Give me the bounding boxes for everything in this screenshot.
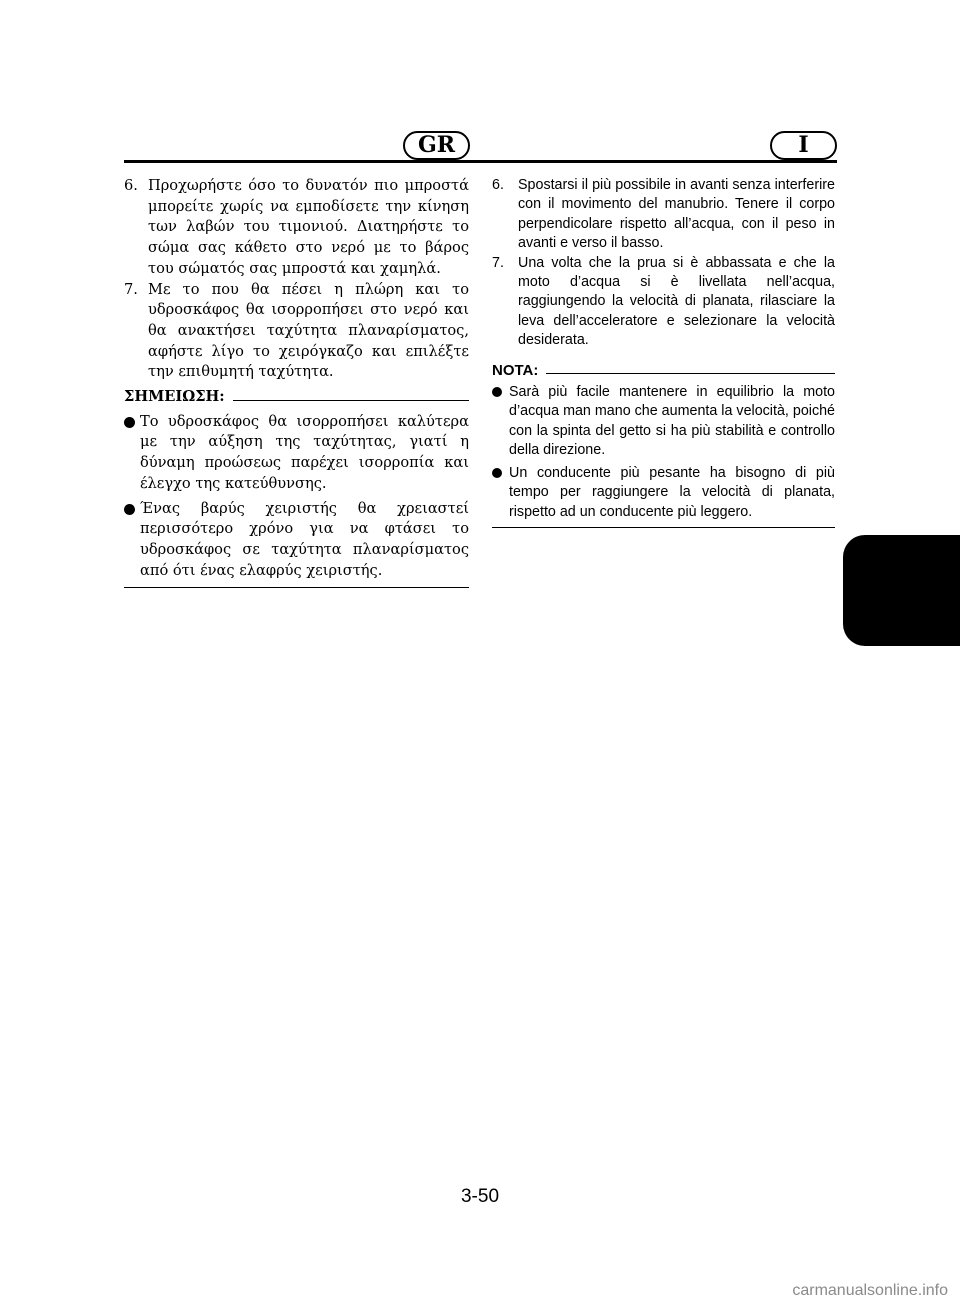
- step-number: 7.: [124, 280, 138, 298]
- note-text: Sarà più facile mantenere in equilibrio la moto d’acqua man mano che aumenta la velocità, poiché con la spinta del getto si ha più stabilità e controllo della direzione.: [509, 384, 835, 459]
- bullet-icon: [492, 387, 502, 397]
- note-rule: [546, 373, 835, 374]
- header-rule: [124, 160, 837, 163]
- italian-note-heading: [492, 361, 835, 380]
- greek-note-bullet: [124, 412, 469, 495]
- step-number: 6.: [124, 177, 138, 194]
- italian-column: [492, 176, 835, 528]
- bullet-icon: [124, 417, 135, 428]
- italian-step-7: [492, 254, 835, 351]
- italian-note-bullet: [492, 383, 835, 461]
- note-text: Το υδροσκάφος θα ισορροπήσει καλύτερα με την αύξηση της ταχύτητας, γιατί η δύναμη προώσεως παρέχει ισορροπία και έλεγχο της κατεύθυνσης.: [140, 412, 469, 492]
- note-text: Un conducente più pesante ha bisogno di più tempo per raggiungere la velocità di planata, rispetto ad un conducente più leggero.: [509, 464, 835, 520]
- greek-note-end-rule: [124, 587, 469, 588]
- bullet-icon: [124, 504, 135, 515]
- greek-step-7: [124, 280, 469, 384]
- italian-note-bullet: [492, 464, 835, 522]
- greek-column: [124, 176, 469, 588]
- page-number: 3-50: [460, 1186, 500, 1207]
- greek-note-heading: [124, 387, 469, 408]
- section-thumb-tab: [843, 535, 960, 646]
- language-badge-gr: GR: [403, 131, 470, 160]
- step-text: Spostarsi il più possibile in avanti senza interferire con il movimento del manubrio. Tenere il corpo perpendicolare rispetto all’acqua, con il peso in avanti e verso il basso.: [518, 177, 835, 252]
- step-text: Una volta che la prua si è abbassata e che la moto d’acqua si è livellata nell’acqua, raggiungendo la velocità di planata, rilasciare la leva dell’acceleratore e selezionare la velocità desiderata.: [518, 254, 835, 349]
- note-title: ΣΗΜΕΙΩΣΗ:: [124, 388, 225, 406]
- greek-step-6: [124, 176, 469, 280]
- note-rule: [233, 400, 469, 401]
- italian-step-6: [492, 176, 835, 254]
- greek-note-bullet: [124, 499, 469, 582]
- watermark: carmanualsonline.info: [792, 1282, 948, 1299]
- step-text: Προχωρήστε όσο το δυνατόν πιο μπροστά μπορείτε χωρίς να εμποδίσετε την κίνηση των λαβών του τιμονιού. Διατηρήστε το σώμα σας κάθετο στο νερό με το βάρος του σώματός σας μπροστά και χαμηλά.: [148, 177, 469, 277]
- step-number: 7.: [492, 254, 504, 271]
- note-title: NOTA:: [492, 361, 539, 379]
- step-number: 6.: [492, 177, 504, 193]
- bullet-icon: [492, 468, 502, 478]
- language-badge-it: I: [770, 131, 837, 160]
- note-text: Ένας βαρύς χειριστής θα χρειαστεί περισσότερο χρόνο για να φτάσει το υδροσκάφος σε ταχύτητα πλαναρίσματος από ότι ένας ελαφρύς χειριστής.: [140, 499, 469, 579]
- step-text: Με το που θα πέσει η πλώρη και το υδροσκάφος θα ισορροπήσει στο νερό και θα ανακτήσει ταχύτητα πλαναρίσματος, αφήστε λίγο το χειρόγκαζο και επιλέξτε την επιθυμητή ταχύτητα.: [148, 280, 469, 381]
- italian-note-end-rule: [492, 527, 835, 528]
